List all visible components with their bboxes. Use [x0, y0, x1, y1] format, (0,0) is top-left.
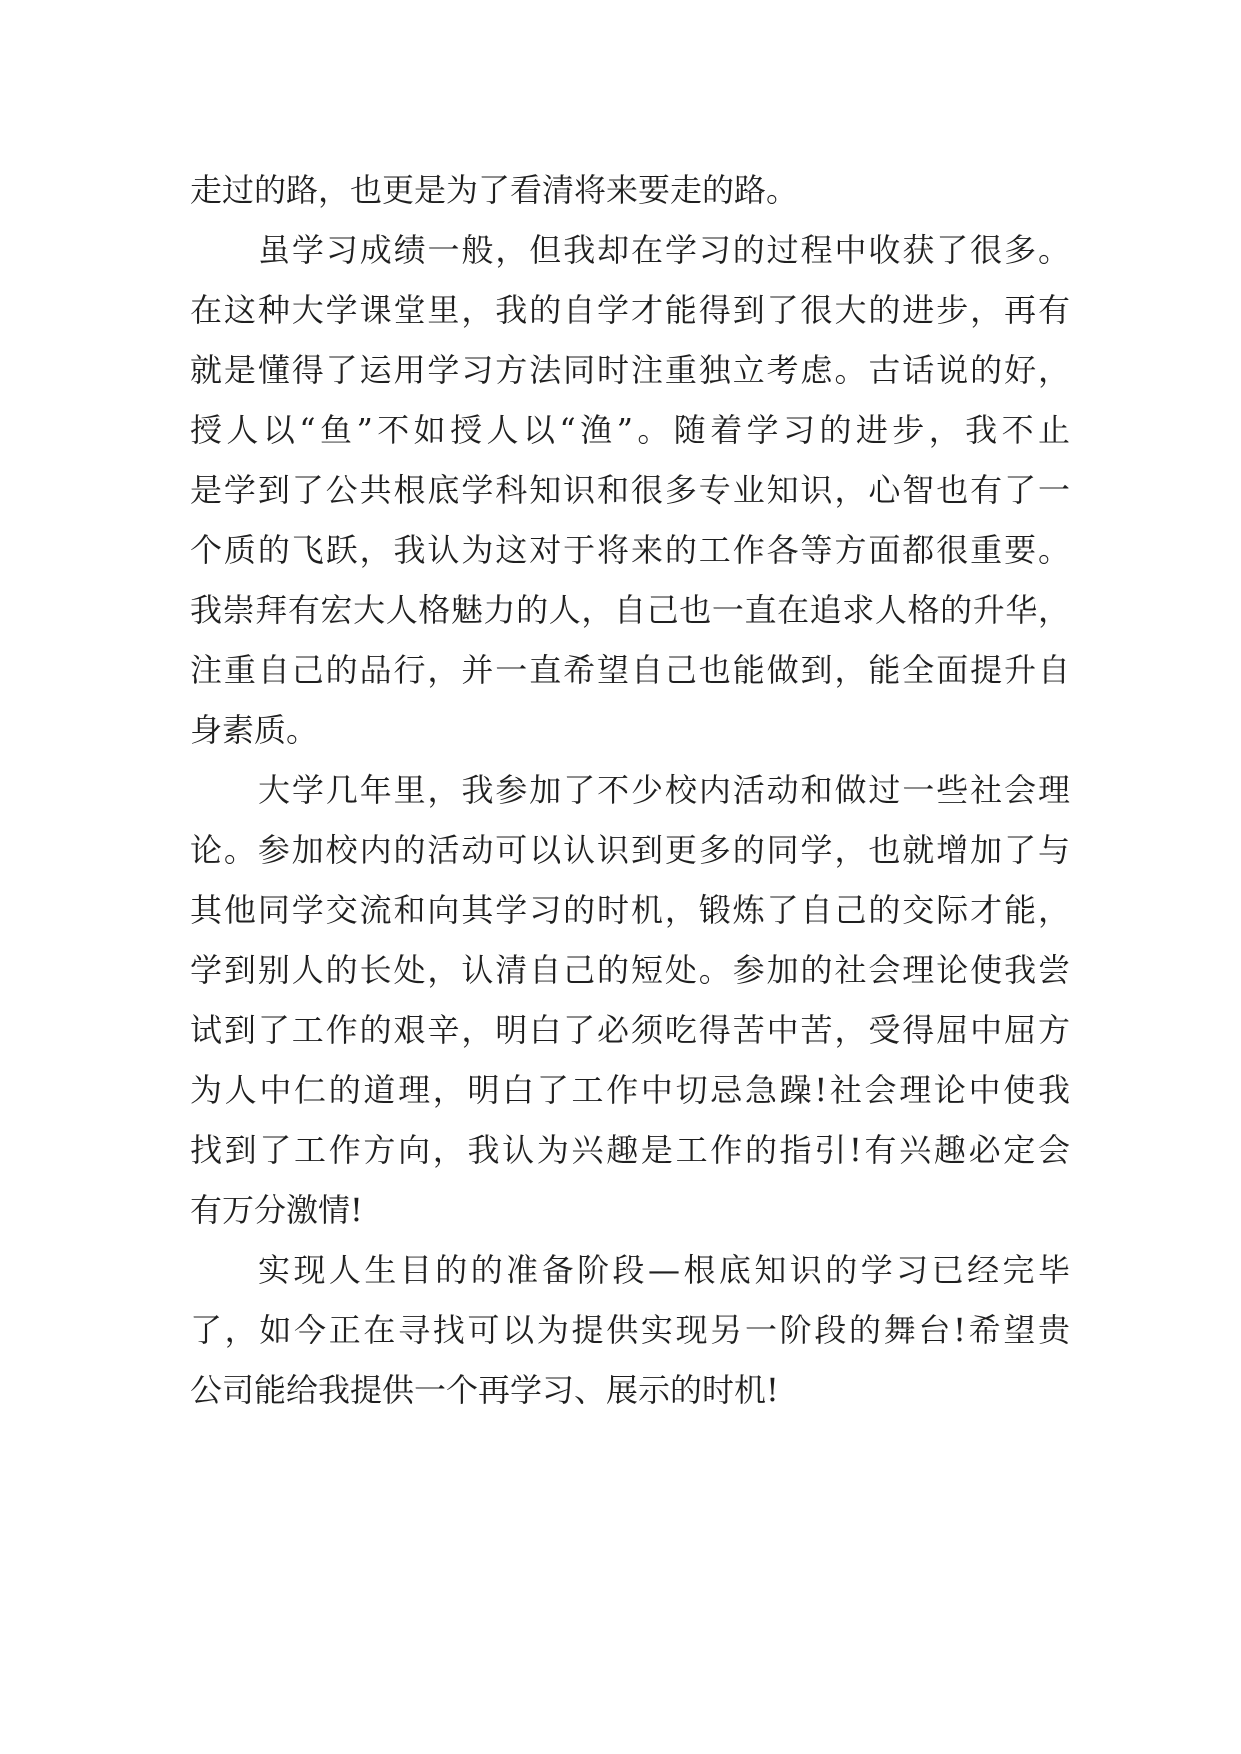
- paragraph-line: 了，如今正在寻找可以为提供实现另一阶段的舞台!希望贵: [190, 1311, 1070, 1349]
- paragraph-1: [190, 160, 1070, 220]
- paragraph-line: 找到了工作方向，我认为兴趣是工作的指引!有兴趣必定会: [190, 1131, 1070, 1169]
- paragraph-line: 论。参加校内的活动可以认识到更多的同学，也就增加了与: [190, 831, 1070, 869]
- paragraph-line: 是学到了公共根底学科知识和很多专业知识，心智也有了一: [190, 471, 1070, 509]
- paragraph-4: [190, 1240, 1070, 1420]
- document-body: [190, 160, 1070, 1420]
- paragraph-line: 学到别人的长处，认清自己的短处。参加的社会理论使我尝: [190, 951, 1070, 989]
- paragraph-3: [190, 760, 1070, 1240]
- paragraph-line: 走过的路，也更是为了看清将来要走的路。: [190, 171, 799, 209]
- paragraph-line: 实现人生目的的准备阶段—根底知识的学习已经完毕: [258, 1251, 1070, 1289]
- paragraph-line: 就是懂得了运用学习方法同时注重独立考虑。古话说的好，: [190, 351, 1070, 389]
- paragraph-line: 授人以“鱼”不如授人以“渔”。随着学习的进步，我不止: [190, 411, 1070, 449]
- paragraph-line: 为人中仁的道理，明白了工作中切忌急躁!社会理论中使我: [190, 1071, 1070, 1109]
- paragraph-line: 我崇拜有宏大人格魅力的人，自己也一直在追求人格的升华，: [190, 591, 1070, 629]
- paragraph-line: 身素质。: [190, 711, 319, 749]
- paragraph-line: 大学几年里，我参加了不少校内活动和做过一些社会理: [258, 771, 1070, 809]
- paragraph-line: 试到了工作的艰辛，明白了必须吃得苦中苦，受得屈中屈方: [190, 1011, 1070, 1049]
- paragraph-line: 注重自己的品行，并一直希望自己也能做到，能全面提升自: [190, 651, 1070, 689]
- paragraph-2: [190, 220, 1070, 760]
- paragraph-line: 其他同学交流和向其学习的时机，锻炼了自己的交际才能，: [190, 891, 1070, 929]
- paragraph-line: 公司能给我提供一个再学习、展示的时机!: [190, 1371, 779, 1409]
- paragraph-line: 在这种大学课堂里，我的自学才能得到了很大的进步，再有: [190, 291, 1070, 329]
- paragraph-line: 虽学习成绩一般，但我却在学习的过程中收获了很多。: [258, 231, 1070, 269]
- paragraph-line: 个质的飞跃，我认为这对于将来的工作各等方面都很重要。: [190, 531, 1070, 569]
- paragraph-line: 有万分激情!: [190, 1191, 363, 1229]
